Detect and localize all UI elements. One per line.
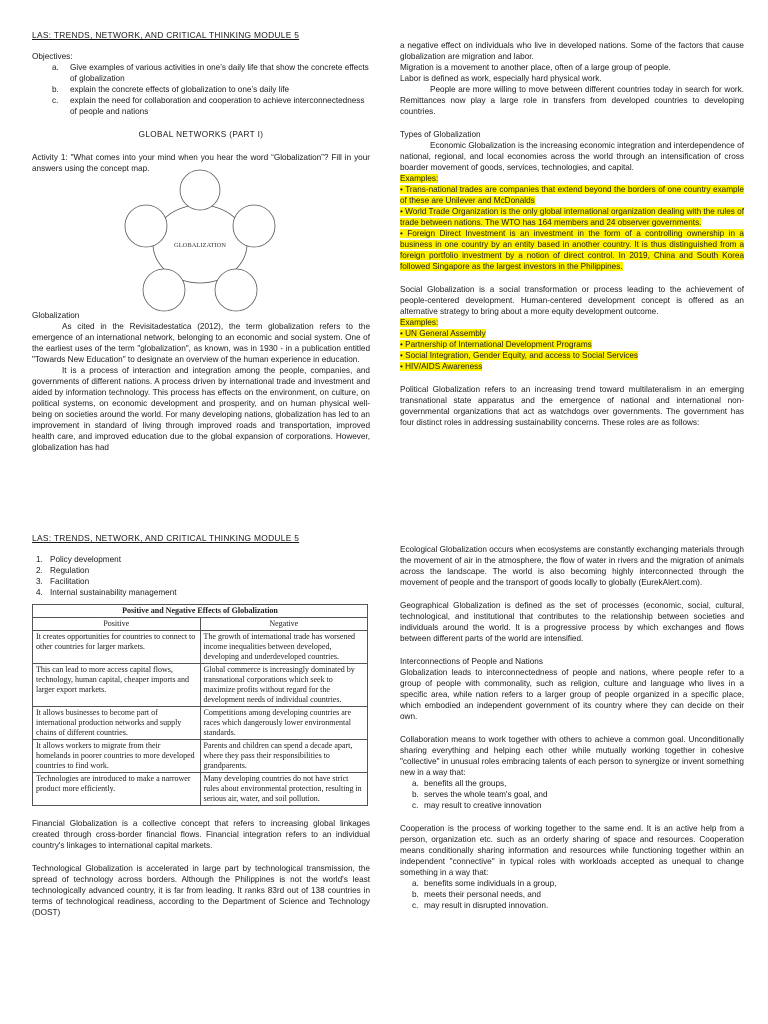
- role-item: [32, 565, 370, 576]
- effects-table: [32, 604, 368, 806]
- objective-text: Give examples of various activities in one’s daily life that show the concrete effects of globalization: [70, 63, 369, 83]
- page1-right-column: [400, 40, 744, 428]
- list-marker: 4.: [36, 588, 43, 597]
- interconnections-heading: Interconnections of People and Nations: [400, 657, 543, 666]
- list-item: [400, 778, 744, 789]
- ecological-globalization: Ecological Globalization occurs when ecosystems are constantly exchanging materials through the movement of air in the atmosphere, the flow of water in rivers and the migration of animals across the landscape. The world is also becoming highly interconnected through the movement of people and the transport of goods locally to globally (EurekAlert.com).: [400, 545, 744, 587]
- econ-example-text: • Foreign Direct Investment is an investment in the form of a controlling ownership in a business in one country by an entity based in another country. It is thus distinguished from a foreign portfolio investment by a notion of direct control. In 2019, China and South Korea followed Singapore as the largest investors in the Philippines.: [400, 229, 744, 271]
- geographical-globalization: Geographical Globalization is defined as the set of processes (economic, social, cultural, technological, and institutional that contributes to the relationship between societies and individuals around the world. It is a progressive process by which exchanges and flows between different parts of the world are intensified.: [400, 601, 744, 643]
- page1-left-column: [32, 30, 370, 174]
- list-marker: a.: [412, 879, 419, 888]
- cooperation-paragraph: Cooperation is the process of working together to the same end. It is an active help from a person, organization etc. such as an orderly sharing of space and resources. Cooperation means conditionally sharing information and resources while functioning together within an independent "connective" in typical roles with workloads accepted as unequal to change something in a way that:: [400, 824, 744, 877]
- section-title: GLOBAL NETWORKS (PART I): [138, 130, 264, 139]
- objective-text: explain the concrete effects of globalization to one’s daily life: [70, 85, 290, 94]
- objectives-title: Objectives:: [32, 52, 73, 61]
- social-example: [400, 350, 744, 361]
- social-example-text: • UN General Assembly: [400, 329, 486, 338]
- types-heading: Types of Globalization: [400, 130, 481, 139]
- role-item: [32, 554, 370, 565]
- government-roles-list: [32, 554, 370, 598]
- activity-instructions: Activity 1: "What comes into your mind when you hear the word “Globalization”? Fill in your answers using the concept map.: [32, 153, 370, 173]
- econ-example-text: • Trans-national trades are companies that extend beyond the borders of one country example of these are Unilever and McDonalds: [400, 185, 744, 205]
- effects-header-positive: Positive: [33, 618, 201, 631]
- effects-header-negative: Negative: [200, 618, 368, 631]
- globalization-heading: Globalization: [32, 311, 80, 320]
- list-item-text: may result in disrupted innovation.: [424, 901, 549, 910]
- role-text: Facilitation: [50, 577, 90, 586]
- module-header: LAS: TRENDS, NETWORK, AND CRITICAL THINKING MODULE 5: [32, 30, 300, 40]
- people-paragraph: People are more willing to move between different countries today in search for work. Remittances now play a large role in transfers from developed countries to developing countries.: [400, 85, 744, 116]
- objective-item: [32, 95, 370, 117]
- social-globalization: Social Globalization is a social transformation or process leading to the achievement of people-centered development. Human-centered development concept is offered as an alternative strategy to bring about a more equity development outcome.: [400, 285, 744, 316]
- labor-definition: Labor is defined as work, especially hard physical work.: [400, 74, 602, 83]
- list-marker: b.: [52, 85, 59, 94]
- table-cell: Global commerce is increasingly dominated by transnational corporations which seek to maximize profits without regard for the development needs of individual countries.: [200, 664, 368, 707]
- table-row: [33, 740, 368, 773]
- list-marker: 1.: [36, 555, 43, 564]
- economic-globalization: Economic Globalization is the increasing economic integration and interdependence of national, regional, and local economies across the world through an intensification of cross boarder movement of goods, services, technologies, and capital.: [400, 141, 744, 172]
- econ-example: [400, 206, 744, 228]
- technological-globalization: Technological Globalization is accelerated in large part by technological transmission, the spread of technology across borders. Although the Philippines is not the world's least technologically advanced country, it is far from leading. It ranks 83rd out of 138 countries in terms of technological readiness, according to the Department of Science and Technology (DOST): [32, 864, 370, 917]
- concept-map-bubble: [180, 170, 220, 210]
- list-marker: c.: [412, 901, 419, 910]
- role-text: Policy development: [50, 555, 121, 564]
- concept-map-bubble: [233, 205, 275, 247]
- migration-definition: Migration is a movement to another place, often of a large group of people.: [400, 63, 671, 72]
- table-cell: The growth of international trade has worsened income inequalities between developed, developing and underdeveloped countries.: [200, 631, 368, 664]
- list-item: [400, 789, 744, 800]
- table-cell: It creates opportunities for countries to connect to other countries for larger markets.: [33, 631, 201, 664]
- financial-globalization: Financial Globalization is a collective concept that refers to increasing global linkages created through cross-border financial flows. Financial integration refers to an individual country's linkages to international capital markets.: [32, 819, 370, 850]
- cooperation-list: [400, 878, 744, 911]
- role-text: Internal sustainability management: [50, 588, 177, 597]
- objective-item: [32, 62, 370, 84]
- list-item: [400, 878, 744, 889]
- globalization-paragraph-2: It is a process of interaction and integration among the people, companies, and governments of different nations. A process driven by international trade and investment and aided by information technology. This process has effects on the environment, on culture, on political systems, on economic development and prosperity, and on human physical well-being on societies around the world. For many developing nations, globalization has led to an improvement in standard of living through improved roads and transportation, improved health care, and improved education due to the global expansion of corporations. However, globalization has had: [32, 366, 370, 452]
- effects-table-title: Positive and Negative Effects of Globalization: [33, 605, 368, 618]
- concept-map-bubble: [143, 269, 185, 311]
- table-cell: It allows workers to migrate from their homelands in poorer countries to more developed countries to find work.: [33, 740, 201, 773]
- globalization-paragraph-1: As cited in the Revisitadestatica (2012), the term globalization refers to the emergence of an international network, belonging to an economic and social system. One of the earliest uses of the term "globalization", as known, was in 1930 - in a publication entitled "Towards New Education" to designate an overview of the human experience in education.: [32, 322, 370, 364]
- globalization-section: [32, 310, 370, 453]
- interconnections-paragraph: Globalization leads to interconnectedness of people and nations, where people refer to a group of people with commonality, such as religion, culture and language who lives in a specific area, while nation refers to a larger group of people organized in a specific place, which embodied an independent government of its country where they can decide on their own.: [400, 668, 744, 721]
- objectives-list: [32, 62, 370, 117]
- concept-map-bubble: [125, 205, 167, 247]
- examples-label: [400, 173, 744, 184]
- collaboration-list: [400, 778, 744, 811]
- collaboration-paragraph: Collaboration means to work together with others to achieve a common goal. Unconditionally sharing everything and helping each other while mutually working together in cohesive "collective" in unusual roles embracing talents of each person to synergize or invent something new in a way that:: [400, 735, 744, 777]
- list-item: [400, 900, 744, 911]
- role-item: [32, 587, 370, 598]
- table-cell: Technologies are introduced to make a narrower product more efficiently.: [33, 773, 201, 806]
- module-header: LAS: TRENDS, NETWORK, AND CRITICAL THINKING MODULE 5: [32, 533, 300, 543]
- list-item-text: meets their personal needs, and: [424, 890, 541, 899]
- econ-example-text: • World Trade Organization is the only global international organization dealing with the rules of trade between nations. The WTO has 164 members and 24 observer governments.: [400, 207, 744, 227]
- political-globalization: Political Globalization refers to an increasing trend toward multilateralism in an emerging transnational state apparatus and the emergence of national and international non-governmental organizations that act as watchdogs over governments. The government has four distinct roles in addressing sustainability concerns. These roles are as follows:: [400, 385, 744, 427]
- list-marker: b.: [412, 890, 419, 899]
- list-item-text: benefits some individuals in a group,: [424, 879, 557, 888]
- role-text: Regulation: [50, 566, 90, 575]
- table-row: [33, 773, 368, 806]
- table-cell: Many developing countries do not have strict rules about environmental protection, resulting in serious air, water, and soil pollution.: [200, 773, 368, 806]
- examples-label: [400, 317, 744, 328]
- econ-example: [400, 184, 744, 206]
- concept-map: [100, 168, 300, 318]
- table-cell: Parents and children can spend a decade apart, where they pass their responsibilities to grandparents.: [200, 740, 368, 773]
- table-row: [33, 707, 368, 740]
- list-marker: 2.: [36, 566, 43, 575]
- social-example-text: • Social Integration, Gender Equity, and access to Social Services: [400, 351, 639, 360]
- globalization-continued: a negative effect on individuals who live in developed nations. Some of the factors that cause globalization are migration and labor.: [400, 41, 744, 61]
- list-item: [400, 889, 744, 900]
- list-marker: a.: [412, 779, 419, 788]
- list-marker: c.: [52, 96, 59, 105]
- list-item: [400, 800, 744, 811]
- table-row: [33, 631, 368, 664]
- objective-item: [32, 84, 370, 95]
- page2-right-column: [400, 544, 744, 911]
- social-example-text: • Partnership of International Development Programs: [400, 340, 592, 349]
- list-marker: 3.: [36, 577, 43, 586]
- econ-example: [400, 228, 744, 272]
- social-example: [400, 328, 744, 339]
- list-marker: a.: [52, 63, 59, 72]
- examples-label-text: Examples:: [400, 174, 439, 183]
- social-example: [400, 339, 744, 350]
- list-marker: c.: [412, 801, 419, 810]
- table-cell: It allows businesses to become part of international production networks and supply chains of different countries.: [33, 707, 201, 740]
- objective-text: explain the need for collaboration and cooperation to achieve interconnectedness of people and nations: [70, 96, 365, 116]
- role-item: [32, 576, 370, 587]
- list-marker: b.: [412, 790, 419, 799]
- social-example-text: • HIV/AIDS Awareness: [400, 362, 483, 371]
- table-row: [33, 664, 368, 707]
- concept-map-label: GLOBALIZATION: [174, 242, 226, 249]
- page2-left-column: [32, 533, 370, 918]
- examples-label-text: Examples:: [400, 318, 439, 327]
- table-cell: This can lead to more access capital flows, technology, human capital, cheaper imports and larger export markets.: [33, 664, 201, 707]
- social-example: [400, 361, 744, 372]
- table-cell: Competitions among developing countries are races which dangerously lower environmental standards.: [200, 707, 368, 740]
- list-item-text: serves the whole team's goal, and: [424, 790, 548, 799]
- list-item-text: may result to creative innovation: [424, 801, 542, 810]
- concept-map-bubble: [215, 269, 257, 311]
- list-item-text: benefits all the groups,: [424, 779, 507, 788]
